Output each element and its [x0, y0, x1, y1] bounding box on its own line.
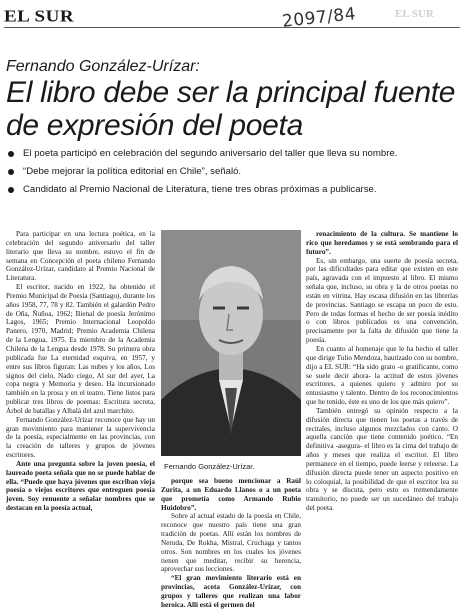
summary-bullets	[6, 148, 446, 202]
paragraph: Es, sin embargo, una suerte de poesía secreta, por las dificultades para editar que existen en este país, agravada con el impuesto al libro. El mismo señala que, incluso, su obra y la de otros poetas no están en vitrina. Hay escasa difusión en las librerías de provincias. Santiago se escapa un poco de esto. Pero de todas formas el hecho de ser poesía inédito o con libros publicados es una convención, precisamente por la falta de difusión que tiene la poesía.	[306, 256, 458, 345]
paragraph: Ante una pregunta sobre la joven poesía, el laureado poeta señala que no se puede hablar de ella. “Puede que haya jóvenes que escriban vieja poesía o viejos escritores que entreguen poesía joven. Soy renuente a señalar nombres que se destacan en la poesía actual,	[6, 459, 155, 513]
article-column-3	[306, 230, 458, 513]
masthead-ghost: EL SUR	[395, 8, 434, 20]
paragraph: “El gran movimiento literario está en provincias, acota González-Urízar, con grupos y talleres que realizan una labor heroica. Allí está el germen del	[161, 574, 301, 609]
paragraph: Fernando González-Urízar reconoce que hay un gran movimiento para mantener la supervivencia de la poesía, especialmente en las provincias, con la creación de talleres y grupos de jóvenes escritores.	[6, 415, 155, 460]
bullet-item: Candidato al Premio Nacional de Literatura, tiene tres obras próximas a publicarse.	[6, 184, 446, 196]
masthead: EL SUR	[4, 7, 75, 26]
photo-caption: Fernando González-Urízar.	[164, 462, 255, 471]
bullet-item: El poeta participó en celebración del segundo aniversario del taller que lleva su nombre.	[6, 148, 446, 160]
masthead-divider	[4, 27, 460, 28]
paragraph: El escritor, nacido en 1922, ha obtenido el Premio Municipal de Poesía (Santiago), durante los años 1958, 77, 78 y 82. También el galardón Pedro de Oña, Ñuñoa, 1962; Bienal de poesía Jerónimo Lagos, 1965; Premio Internacional Leopoldo Panero, 1970, Madrid; Premio Academia Chilena de la Lengua, 1975. Es miembro de la Academia Chilena de la Lengua desde 1978. Su primera obra publicada fue La eternidad esquiva, en 1957, y entre sus libros figuran: Las nubes y los años, Los signos del cielo, Nado ciego, Al sur del ayer, La copa negra y Memoria y deseo. Ha incursionado también en la prosa y en el teatro. Tiene listos para publicar tres libros de poemas: Escritura secreta, Árbol de batallas y Albalá del azul marchito.	[6, 283, 155, 415]
paragraph: También entregó su opinión respecto a la difusión directa que tienen los poetas a través de recitales, incluso algunos mezclados con canto. O aquella canción que tiene contenido poético. “En definitiva -asegura- el libro es la cima del trabajo de años y meses que realiza el escritor. El libro permanece en el tiempo, puede leerse y releerse. La difusión directa puede tener un aspecto positivo en lo coloquial, la posibilidad de que el escritor lea su obra y se discuta, pero esto es tremendamente transitorio, no puede ser un sucedáneo del trabajo del poeta.	[306, 406, 458, 513]
paragraph: En cuanto al homenaje que le ha hecho el taller que dirige Tulio Mendoza, bautizado con su nombre, dijo a EL SUR: “Ha sido grato -o gratificante, como se suele decir ahora- la actitud de estos jóvenes escritores, a quienes quiero y admiro por su entusiasmo y talento. Dentro de los reconocimientos que he tenido, éste es uno de los que más quiero”.	[306, 344, 458, 407]
paragraph: porque sea bueno mencionar a Raúl Zurita, a un Eduardo Llanos o a un poeta que prometía como Armando Rubio Huidobro”.	[161, 477, 301, 512]
paragraph: renacimiento de la cultura. Se mantiene lo rico que heredamos y se está sembrando para el futuro”.	[306, 230, 458, 256]
paragraph: Para participar en una lectura poética, en la celebración del segundo aniversario del taller literario que lleva su nombre, estuvo el fin de semana en Concepción el poeta chileno Fernando González-Urízar, candidato al Premio Nacional de Literatura.	[6, 230, 155, 283]
bullet-item: “Debe mejorar la política editorial en Chile”, señaló.	[6, 166, 446, 178]
paragraph: Sobre al actual estado de la poesía en Chile, reconoce que nuestro país tiene una gran tradición de poetas. Allí están los nombres de Neruda, De Rokha, Mistral, Cruchaga y tantos otros. Son nombres en los cuales los jóvenes tienen que meditar, recibir su herencia, aprovechar sus lecciones.	[161, 512, 301, 574]
article-column-1	[6, 230, 155, 513]
headline: El libro debe ser la principal fuente de expresión del poeta	[6, 76, 456, 142]
article-column-2	[161, 477, 301, 610]
archive-stamp: 2097/84	[281, 4, 357, 32]
author-photo	[161, 230, 301, 456]
kicker: Fernando González-Urízar:	[6, 58, 200, 75]
